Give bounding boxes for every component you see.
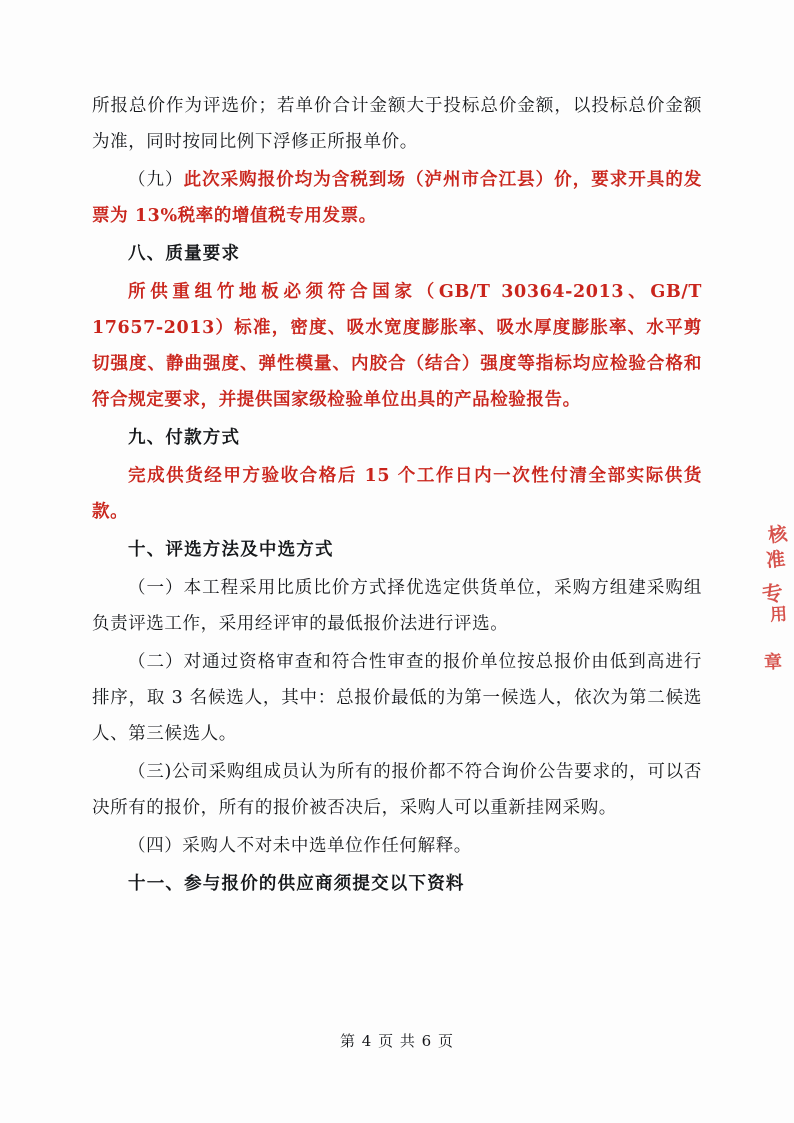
paragraph-evaluation-item-3: （三)公司采购组成员认为所有的报价都不符合询价公告要求的，可以否决所有的报价，所有的报价被否决后，采购人可以重新挂网采购。 [92,762,702,818]
paragraph-continued-price: 所报总价作为评选价；若单价合计金额大于投标总价金额，以投标总价金额为准，同时按同比例下浮修正所报单价。 [92,96,702,152]
paragraph-evaluation-item-4: （四）采购人不对未中选单位作任何解释。 [128,836,472,856]
document-body [92,88,702,904]
seal-fragment-icon-3: 专 [760,580,786,608]
paragraph-item-nine-tax [92,162,702,234]
heading-quality-requirements: 八、质量要求 [128,244,241,264]
heading-evaluation-method: 十、评选方法及中选方式 [128,540,334,560]
item-nine-red-text: 此次采购报价均为含税到场（泸州市合江县）价，要求开具的发票为 13%税率的增值税专用发票。 [92,170,702,226]
paragraph-quality-body: 所供重组竹地板必须符合国家（GB/T 30364-2013、GB/T 17657-2013）标准，密度、吸水宽度膨胀率、吸水厚度膨胀率、水平剪切强度、静曲强度、弹性模量、内胶合（结合）强度等指标均应检验合格和符合规定要求，并提供国家级检验单位出具的产品检验报告。 [92,282,702,410]
heading-required-documents: 十一、参与报价的供应商须提交以下资料 [128,874,465,894]
item-nine-prefix: （九） [128,170,184,190]
seal-fragment-icon-2: 准 [765,548,787,572]
paragraph-payment-body: 完成供货经甲方验收合格后 15 个工作日内一次性付清全部实际供货款。 [92,466,702,522]
page-footer: 第 4 页 共 6 页 [340,1032,454,1050]
seal-fragment-icon-4: 用 [769,604,788,626]
seal-fragment-icon-5: 章 [763,651,783,674]
paragraph-evaluation-item-2: （二）对通过资格审查和符合性审查的报价单位按总报价由低到高进行排序，取 3 名候选人，其中：总报价最低的为第一候选人，依次为第二候选人、第三候选人。 [92,652,702,744]
paragraph-evaluation-item-1: （一）本工程采用比质比价方式择优选定供货单位，采购方组建采购组负责评选工作，采用经评审的最低报价法进行评选。 [92,578,702,634]
seal-fragment-icon-1: 核 [766,522,789,548]
heading-payment-method: 九、付款方式 [128,428,241,448]
